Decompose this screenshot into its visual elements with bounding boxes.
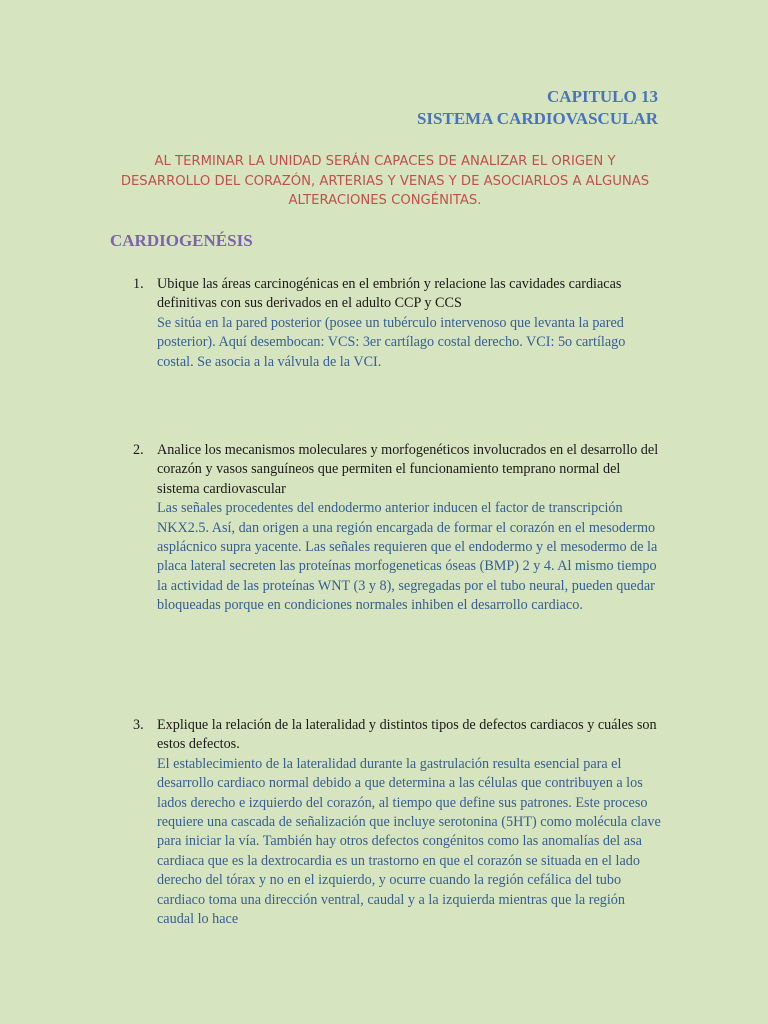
question-answer: Se sitúa en la pared posterior (posee un tubérculo intervenoso que levanta la pared posterior). Aquí desembocan: VCS: 3er cartílago costal derecho. VCI: 5o cartílago costal. Se asocia a la válvula de la VCI. [157,314,626,370]
question-number: 3. [133,717,144,733]
question-text: Explique la relación de la lateralidad y distintos tipos de defectos cardiacos y cuáles son estos defectos. [157,717,657,753]
question-number: 1. [133,276,144,292]
chapter-header [417,86,658,130]
chapter-number: CAPITULO 13 [547,87,658,106]
question-answer: Las señales procedentes del endodermo anterior inducen el factor de transcripción NKX2.5. Así, dan origen a una región encargada de formar el corazón en el mesodermo asplácnico supra yacente. Las señales requieren que el endodermo y el mesodermo de la placa lateral secreten las proteínas morfogeneticas óseas (BMP) 2 y 4. Al mismo tiempo la actividad de las proteínas WNT (3 y 8), segregadas por el tubo neural, pueden quedar bloqueadas porque en condiciones normales inhiben el desarrollo cardiaco. [157,500,658,614]
question-item [133,441,663,616]
question-number: 2. [133,442,144,458]
section-heading: CARDIOGENÉSIS [110,231,253,250]
question-text: Ubique las áreas carcinogénicas en el embrión y relacione las cavidades cardiacas definitivas con sus derivados en el adulto CCP y CCS [157,276,622,312]
question-text: Analice los mecanismos moleculares y morfogenéticos involucrados en el desarrollo del corazón y vasos sanguíneos que permiten el funcionamiento temprano normal del sistema cardiovascular [157,442,659,497]
question-item [133,275,663,372]
unit-objective: AL TERMINAR LA UNIDAD SERÁN CAPACES DE ANALIZAR EL ORIGEN Y DESARROLLO DEL CORAZÓN, ARTERIAS Y VENAS Y DE ASOCIARLOS A ALGUNAS ALTERACIONES CONGÉNITAS. [120,154,650,208]
chapter-title: SISTEMA CARDIOVASCULAR [416,109,658,128]
question-item [133,716,663,929]
question-answer: El establecimiento de la lateralidad durante la gastrulación resulta esencial para el desarrollo cardiaco normal debido a que determina a las células que contribuyen a los lados derecho e izquierdo del corazón, al tiempo que define sus patrones. Este proceso requiere una cascada de señalización que incluye serotonina (5HT) como molécula clave para iniciar la vía. También hay otros defectos congénitos como las anomalías del asa cardiaca que es la dextrocardia es un trastorno en que el corazón se situada en el lado derecho del tórax y no en el izquierdo, y ocurre cuando la región cefálica del tubo cardiaco toma una dirección ventral, caudal y a la izquierda mientras que la región caudal lo hace [157,755,661,928]
